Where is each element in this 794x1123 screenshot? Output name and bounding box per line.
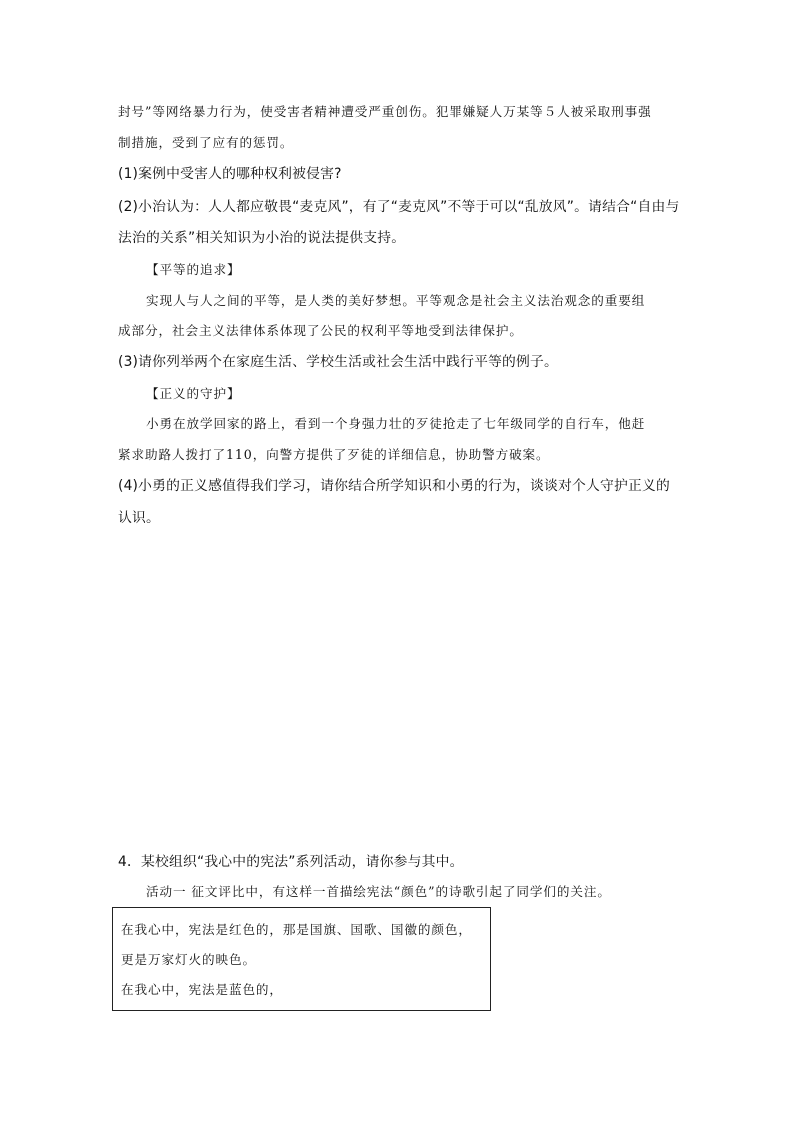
question-4-line-2: 认识。	[118, 510, 160, 526]
activity-1-text: 活动一 征文评比中，有这样一首描绘宪法“颜色”的诗歌引起了同学们的关注。	[146, 884, 611, 899]
case-text-line-2: 制措施，受到了应有的惩罚。	[118, 135, 294, 150]
poem-box	[112, 907, 491, 1011]
section-heading-equality: 【平等的追求】	[146, 262, 241, 277]
poem-line-3: 在我心中，宪法是蓝色的，	[121, 982, 283, 997]
justice-text-line-2: 紧求助路人拨打了110，向警方提供了歹徒的详细信息，协助警方破案。	[118, 447, 550, 462]
question-2-line-1: (2)小治认为：人人都应敬畏“麦克风”，有了“麦克风”不等于可以“乱放风”。请结合“自由与	[118, 199, 680, 215]
case-text-line-1: 封号”等网络暴力行为，使受害者精神遭受严重创伤。犯罪嫌疑人万某等５人被采取刑事强	[118, 104, 652, 119]
equality-text-line-2: 成部分，社会主义法律体系体现了公民的权利平等地受到法律保护。	[118, 323, 523, 338]
question-3: (3)请你列举两个在家庭生活、学校生活或社会生活中践行平等的例子。	[118, 354, 559, 370]
justice-text-line-1: 小勇在放学回家的路上，看到一个身强力壮的歹徒抢走了七年级同学的自行车，他赶	[146, 416, 646, 431]
question-block-4-title: 4．某校组织“我心中的宪法”系列活动，请你参与其中。	[118, 854, 464, 870]
poem-line-2: 更是万家灯火的映色。	[121, 952, 256, 967]
question-1: (1)案例中受害人的哪种权利被侵害?	[118, 166, 342, 182]
question-4-line-1: (4)小勇的正义感值得我们学习，请你结合所学知识和小勇的行为，谈谈对个人守护正义的	[118, 478, 671, 494]
section-heading-justice: 【正义的守护】	[146, 386, 241, 401]
equality-text-line-1: 实现人与人之间的平等，是人类的美好梦想。平等观念是社会主义法治观念的重要组	[146, 293, 646, 308]
poem-line-1: 在我心中，宪法是红色的，那是国旗、国歌、国徽的颜色，	[121, 922, 472, 937]
question-2-line-2: 法治的关系”相关知识为小治的说法提供支持。	[118, 230, 406, 246]
